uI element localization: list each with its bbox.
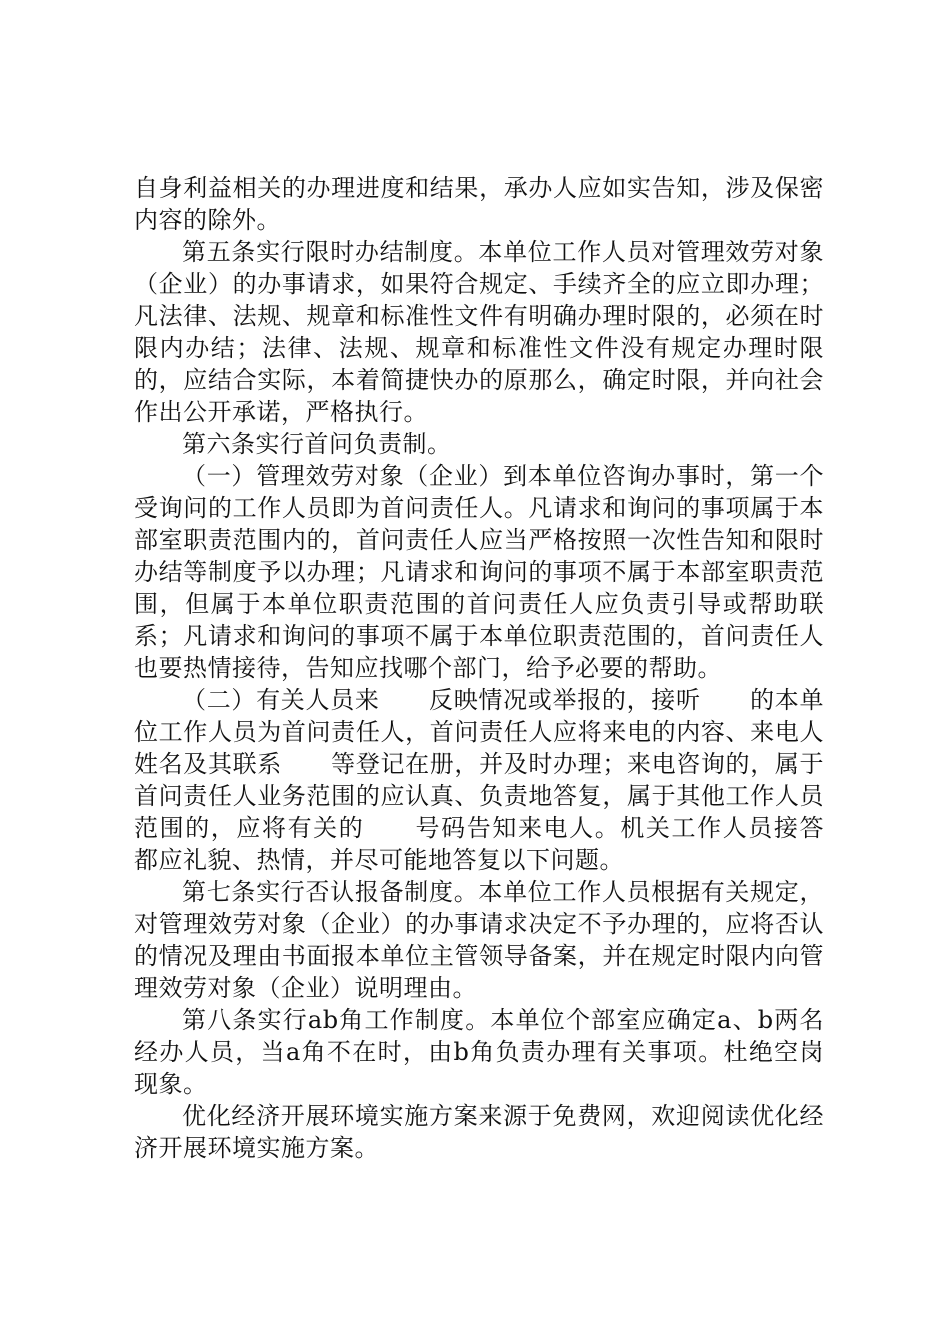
paragraph-article-6-item-2: （二）有关人员来 反映情况或举报的，接听 的本单位工作人员为首问责任人，首问责任人应将来电的内容、来电人姓名及其联系 等登记在册，并及时办理；来电咨询的，属于首问责任人业务范围的应认真、负责地答复，属于其他工作人员范围的，应将有关的 号码告知来电人。机关工作人员接答 都应礼貌、热情，并尽可能地答复以下问题。 <box>134 686 873 874</box>
paragraph-article-5: 第五条实行限时办结制度。本单位工作人员对管理效劳对象（企业）的办事请求，如果符合规定、手续齐全的应立即办理；凡法律、法规、规章和标准性文件有明确办理时限的，必须在时限内办结；法律、法规、规章和标准性文件没有规定办理时限的，应结合实际，本着简捷快办的原那么，确定时限，并向社会作出公开承诺，严格执行。 <box>134 238 824 426</box>
paragraph-article-7: 第七条实行否认报备制度。本单位工作人员根据有关规定，对管理效劳对象（企业）的办事请求决定不予办理的，应将否认的情况及理由书面报本单位主管领导备案，并在规定时限内向管理效劳对象（企业）说明理由。 <box>134 878 824 1002</box>
paragraph-article-6-item-1: （一）管理效劳对象（企业）到本单位咨询办事时，第一个受询问的工作人员即为首问责任人。凡请求和询问的事项属于本部室职责范围内的，首问责任人应当严格按照一次性告知和限时办结等制度予以办理；凡请求和询问的事项不属于本部室职责范围，但属于本单位职责范围的首问责任人应负责引导或帮助联系；凡请求和询问的事项不属于本单位职责范围的，首问责任人也要热情接待，告知应找哪个部门，给予必要的帮助。 <box>134 462 824 682</box>
paragraph-continuation: 自身利益相关的办理进度和结果，承办人应如实告知，涉及保密内容的除外。 <box>134 174 824 234</box>
paragraph-source-note: 优化经济开展环境实施方案来源于免费网，欢迎阅读优化经济开展环境实施方案。 <box>134 1102 824 1162</box>
paragraph-article-6-heading: 第六条实行首问负责制。 <box>182 430 452 458</box>
document-body <box>134 172 873 1164</box>
paragraph-article-8: 第八条实行ab角工作制度。本单位个部室应确定a、b两名经办人员，当a角不在时，由b角负责办理有关事项。杜绝空岗现象。 <box>134 1006 824 1098</box>
